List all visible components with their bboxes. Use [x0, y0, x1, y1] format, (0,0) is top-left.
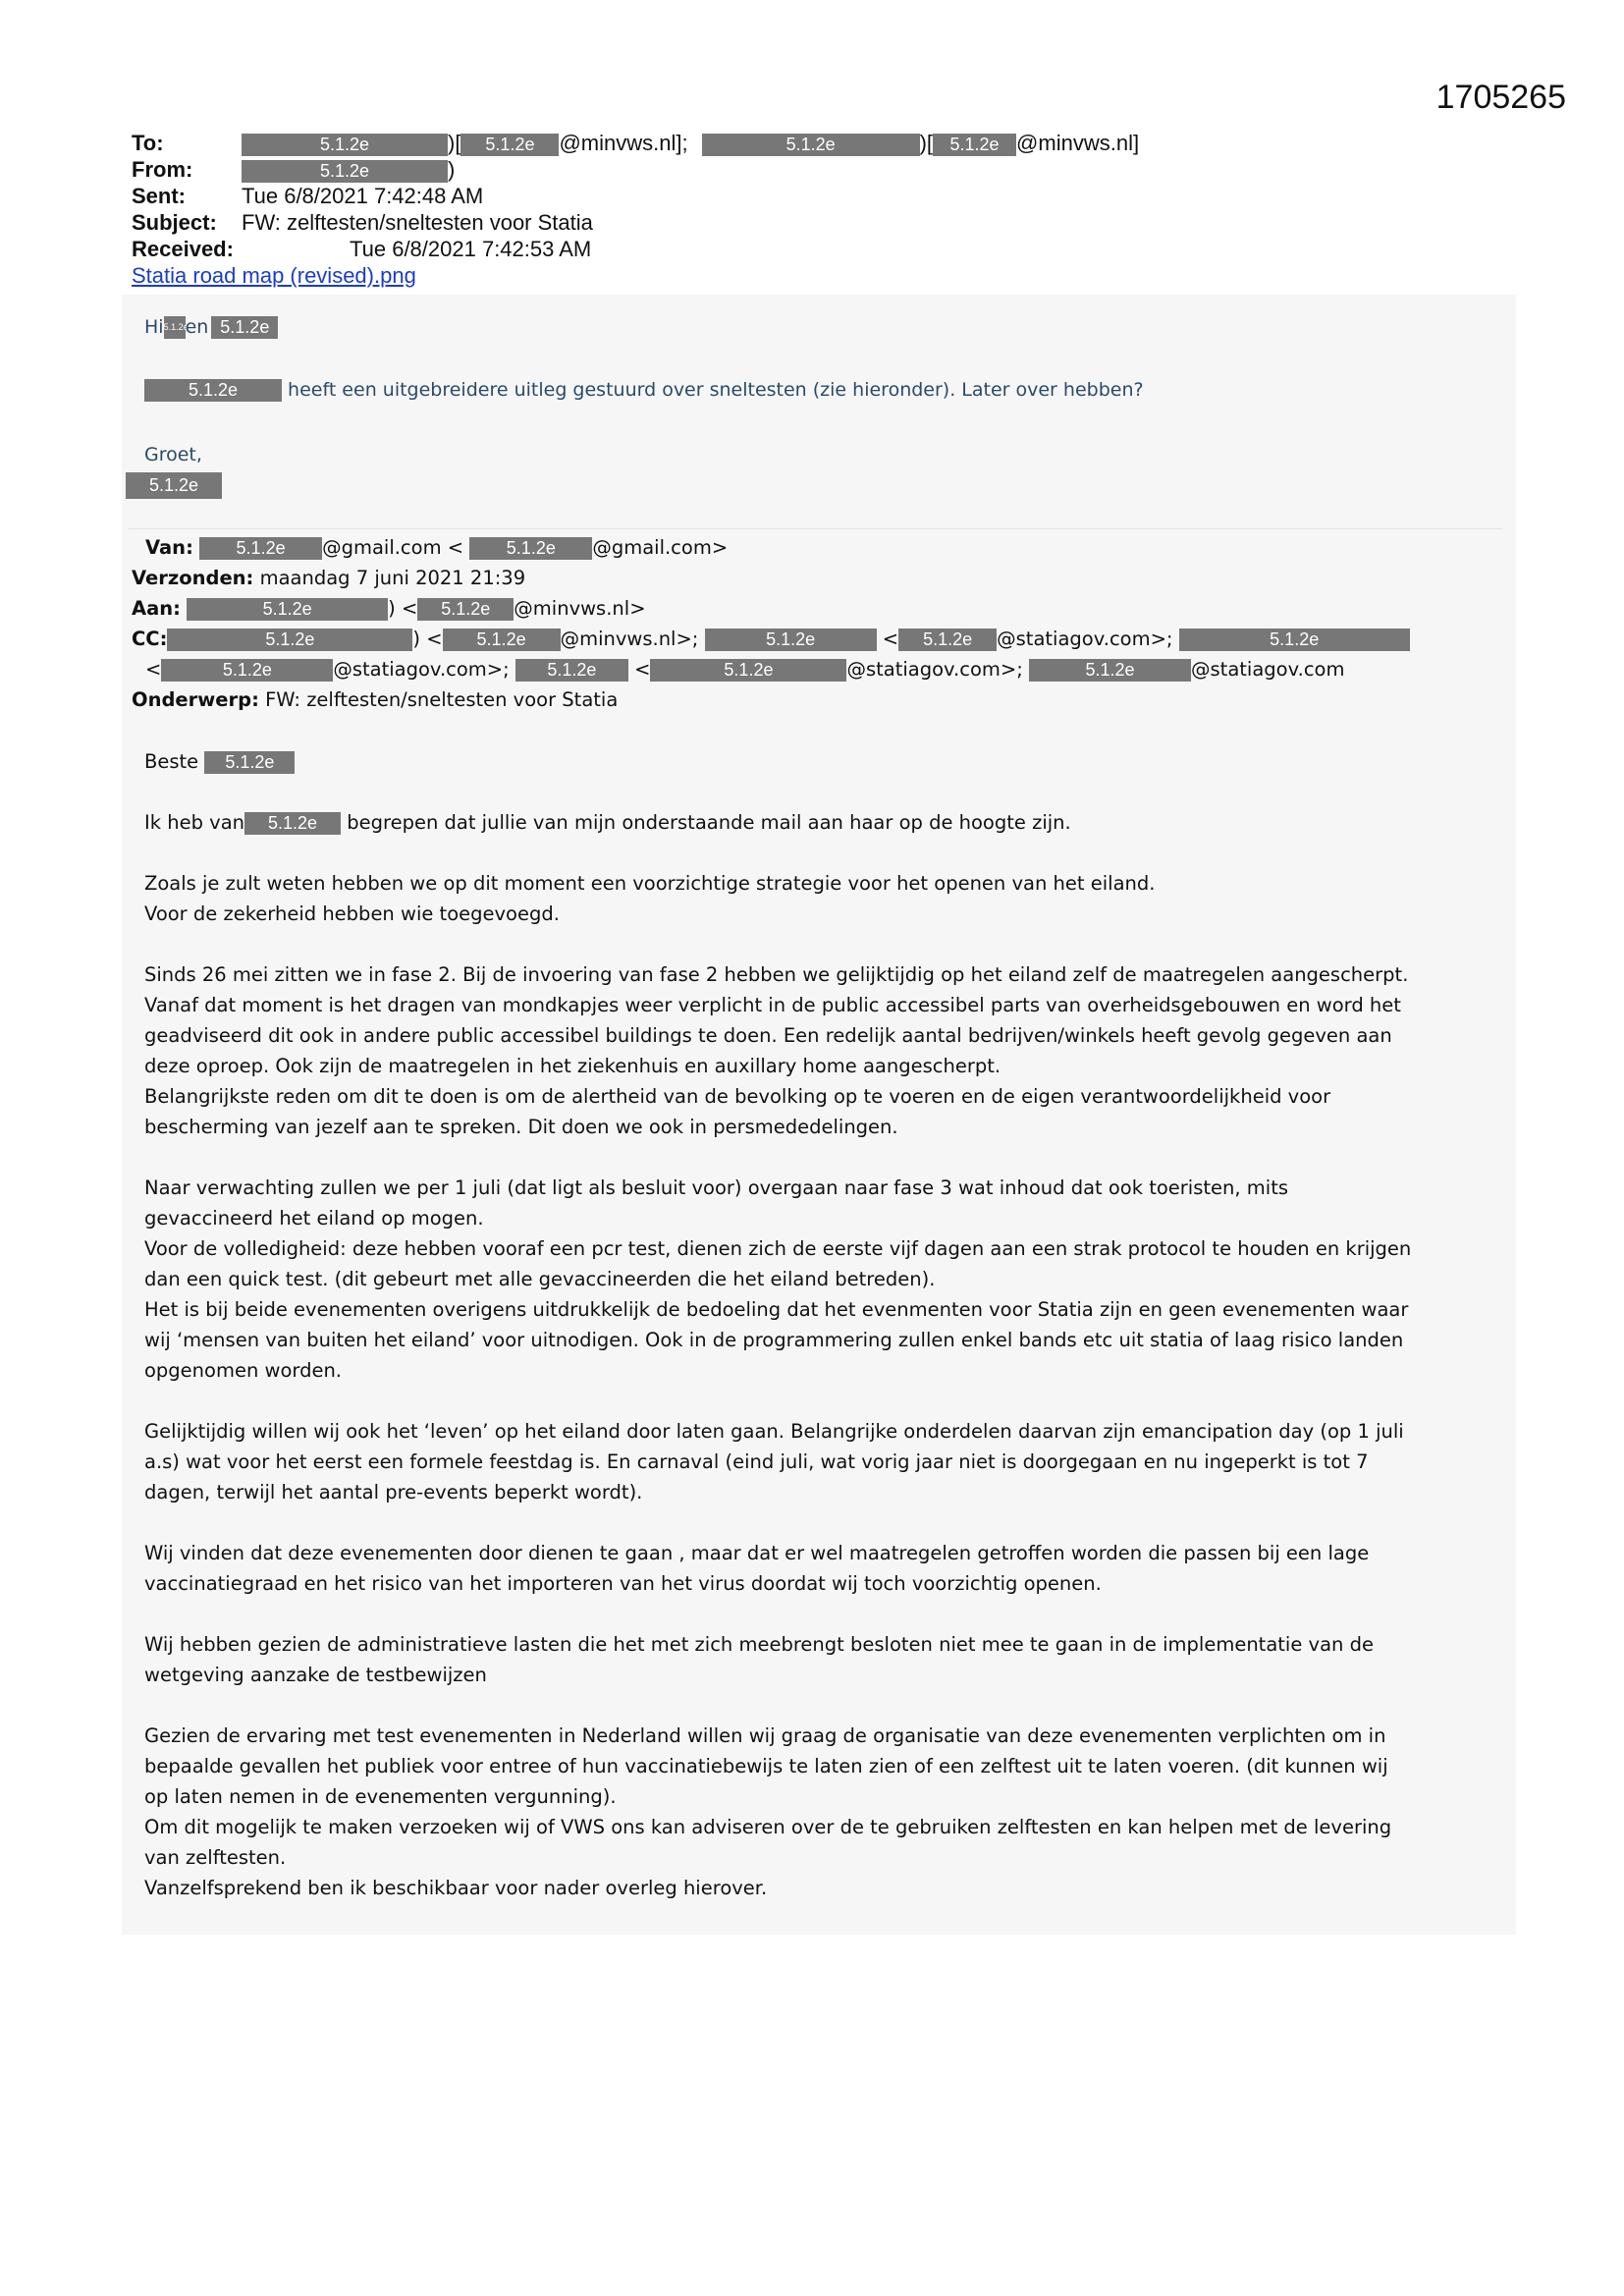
redaction: 5.1.2e — [1029, 659, 1191, 682]
redaction: 5.1.2e — [898, 629, 997, 651]
p5-line: Gelijktijdig willen wij ook het ‘leven’ op het eiland door laten gaan. Belangrijke onderdelen daarvan zijn emancipation day (op 1 juli — [144, 1420, 1404, 1443]
aan-sep: ) < — [388, 597, 418, 620]
p4-line: wij ‘mensen van buiten het eiland’ voor uitnodigen. Ook in de programmering zullen enkel bands etc uit statia of laag risico landen — [144, 1329, 1404, 1351]
sent-value: Tue 6/8/2021 7:42:48 AM — [242, 184, 484, 208]
subject-value: FW: zelftesten/sneltesten voor Statia — [242, 210, 593, 235]
p3-line: bescherming van jezelf aan te spreken. Dit doen we ook in persmededelingen. — [144, 1116, 898, 1138]
paragraph-6 — [144, 1538, 1499, 1599]
cc-row — [132, 624, 1410, 654]
paragraph-8 — [144, 1721, 1499, 1903]
redaction: 5.1.2e — [167, 629, 412, 651]
redaction: 5.1.2e — [204, 751, 295, 774]
received-value: Tue 6/8/2021 7:42:53 AM — [350, 237, 592, 261]
to-domain: @minvws.nl]; — [559, 131, 688, 155]
sent-row — [132, 183, 1139, 209]
from-row — [132, 156, 1139, 183]
cc-domain: @statiagov.com>; — [997, 628, 1173, 650]
to-label: To: — [132, 131, 164, 155]
cc-domain: @statiagov.com — [1191, 658, 1345, 681]
verzonden-label: Verzonden: — [132, 567, 254, 589]
p8-line: Om dit mogelijk te maken verzoeken wij of VWS ons kan adviseren over de te gebruiken zelftesten en kan helpen met de levering — [144, 1816, 1392, 1838]
to-domain: @minvws.nl] — [1016, 131, 1140, 155]
cc-lt: < — [145, 658, 162, 681]
p6-line: Wij vinden dat deze evenementen door dienen te gaan , maar dat er wel maatregelen getroffen worden die passen bij een lage — [144, 1542, 1370, 1564]
message-body — [144, 746, 1499, 1903]
paragraph-4 — [144, 1173, 1499, 1386]
p8-line: op laten nemen in de evenementen vergunning). — [144, 1785, 617, 1808]
onderwerp-value: FW: zelftesten/sneltesten voor Statia — [265, 688, 619, 711]
redaction: 5.1.2e — [469, 537, 592, 560]
aan-row — [132, 593, 1410, 624]
paragraph-2 — [144, 868, 1499, 929]
p4-line: gevaccineerd het eiland op mogen. — [144, 1207, 484, 1230]
van-domain: @gmail.com> — [592, 536, 729, 559]
to-row — [132, 130, 1139, 156]
redaction: 5.1.2e — [443, 629, 561, 651]
p8-line: van zelftesten. — [144, 1846, 287, 1869]
redaction: 5.1.2e — [1179, 629, 1410, 651]
p8-line: Vanzelfsprekend ben ik beschikbaar voor nader overleg hierover. — [144, 1877, 768, 1899]
cc-lt: < — [882, 628, 899, 650]
received-label: Received: — [132, 237, 234, 261]
salutation-text: Beste — [144, 750, 199, 773]
cc-row-2 — [132, 654, 1410, 684]
cc-domain: @statiagov.com>; — [846, 658, 1023, 681]
redaction: 5.1.2e — [242, 134, 448, 156]
aan-label: Aan: — [132, 597, 181, 620]
van-label: Van: — [145, 536, 193, 559]
received-row — [132, 236, 1139, 262]
outer-email-header — [132, 130, 1139, 289]
redaction: 5.1.2e — [126, 472, 222, 499]
cc-domain: @minvws.nl>; — [560, 628, 699, 650]
greeting-en: en — [185, 316, 209, 338]
p4-line: dan een quick test. (dit gebeurt met alle gevaccineerden die het eiland betreden). — [144, 1268, 936, 1290]
redaction: 5.1.2e — [161, 659, 333, 682]
p8-line: bepaalde gevallen het publiek voor entree of hun vaccinatiebewijs te laten zien of een zelftest uit te laten voeren. (dit kunnen wij — [144, 1755, 1388, 1777]
redaction: 5.1.2e — [211, 316, 278, 339]
divider — [128, 528, 1502, 529]
aan-domain: @minvws.nl> — [514, 597, 646, 620]
attachment-row — [132, 262, 1139, 289]
redaction: 5.1.2e — [460, 134, 559, 156]
p3-line: Belangrijkste reden om dit te doen is om de alertheid van de bevolking op te voeren en de eigen verantwoordelijkheid voor — [144, 1085, 1331, 1108]
to-sep: )[ — [919, 131, 934, 155]
p8-line: Gezien de ervaring met test evenementen in Nederland willen wij graag de organisatie van deze evenementen verplichten om in — [144, 1724, 1386, 1747]
cc-lt: < — [634, 658, 651, 681]
redaction: 5.1.2e — [242, 160, 448, 183]
van-domain: @gmail.com < — [322, 536, 464, 559]
redaction: 5.1.2e — [515, 659, 628, 682]
onderwerp-row — [132, 684, 1410, 715]
cc-sep: ) < — [412, 628, 443, 650]
p3-line: deze oproep. Ook zijn de maatregelen in het ziekenhuis en auxillary home aangescherpt. — [144, 1055, 1001, 1077]
from-label: From: — [132, 157, 193, 182]
cc-label: CC: — [132, 628, 168, 650]
redaction: 5.1.2e — [199, 537, 322, 560]
redaction: 5.1.2e — [705, 629, 877, 651]
note-closing: Groet, — [144, 444, 202, 465]
p1-text: begrepen dat jullie van mijn onderstaande mail aan haar op de hoogte zijn. — [347, 811, 1071, 834]
forwarded-header — [132, 532, 1410, 715]
attachment-link[interactable]: Statia road map (revised).png — [132, 263, 416, 288]
p4-line: Het is bij beide evenementen overigens uitdrukkelijk de bedoeling dat het evenmenten voor Statia zijn en geen evenementen waar — [144, 1298, 1409, 1321]
verzonden-row — [132, 563, 1410, 593]
van-row — [132, 532, 1410, 563]
p4-line: Naar verwachting zullen we per 1 juli (dat ligt als besluit voor) overgaan naar fase 3 wat inhoud dat ook toeristen, mits — [144, 1176, 1289, 1199]
p3-line: geadviseerd dit ook in andere public accessibel buildings te doen. Een redelijk aantal bedrijven/winkels heeft gevolg gegeven aan — [144, 1024, 1392, 1047]
paragraph-3 — [144, 959, 1499, 1142]
subject-label: Subject: — [132, 210, 217, 235]
p3-line: Vanaf dat moment is het dragen van mondkapjes weer verplicht in de public accessibel parts van overheidsgebouwen en word het — [144, 994, 1401, 1016]
p5-line: dagen, terwijl het aantal pre-events beperkt wordt). — [144, 1481, 643, 1503]
subject-row — [132, 209, 1139, 236]
note-greeting — [144, 316, 278, 339]
p7-line: wetgeving aanzake de testbewijzen — [144, 1664, 487, 1686]
redaction: 5.1.2e — [650, 659, 846, 682]
redaction: 5.1.2e — [933, 134, 1016, 156]
onderwerp-label: Onderwerp: — [132, 688, 259, 711]
p3-line: Sinds 26 mei zitten we in fase 2. Bij de invoering van fase 2 hebben we gelijktijdig op het eiland zelf de maatregelen aangescherpt. — [144, 963, 1409, 986]
verzonden-value: maandag 7 juni 2021 21:39 — [259, 567, 526, 589]
p5-line: a.s) wat voor het eerst een formele feestdag is. En carnaval (eind juli, wat vorig jaar niet is doorgegaan en nu ingeperkt is tot 7 — [144, 1450, 1369, 1473]
redaction: 5.1.2e — [187, 598, 388, 621]
paragraph-1 — [144, 807, 1499, 838]
from-close: ) — [448, 157, 456, 182]
redaction: 5.1.2e — [164, 316, 186, 339]
sent-label: Sent: — [132, 184, 186, 208]
to-sep: )[ — [448, 131, 461, 155]
salutation — [144, 746, 1499, 777]
p1-text: Ik heb van — [144, 811, 245, 834]
p2-line: Zoals je zult weten hebben we op dit moment een voorzichtige strategie voor het openen van het eiland. — [144, 872, 1156, 895]
paragraph-5 — [144, 1416, 1499, 1507]
cc-domain: @statiagov.com>; — [333, 658, 510, 681]
note-signature — [126, 472, 222, 499]
p2-line: Voor de zekerheid hebben wie toegevoegd. — [144, 902, 560, 925]
note-line — [144, 379, 1144, 402]
p4-line: Voor de volledigheid: deze hebben vooraf een pcr test, dienen zich de eerste vijf dagen aan een strak protocol te houden en krijgen — [144, 1237, 1412, 1260]
redaction: 5.1.2e — [417, 598, 514, 621]
paragraph-7 — [144, 1629, 1499, 1690]
redaction: 5.1.2e — [702, 134, 920, 156]
p7-line: Wij hebben gezien de administratieve lasten die het met zich meebrengt besloten niet mee te gaan in de implementatie van de — [144, 1633, 1374, 1656]
document-number: 1705265 — [1435, 79, 1566, 116]
redaction: 5.1.2e — [244, 812, 341, 835]
redaction: 5.1.2e — [144, 379, 282, 402]
p4-line: opgenomen worden. — [144, 1359, 343, 1382]
p6-line: vaccinatiegraad en het risico van het importeren van het virus doordat wij toch voorzichtig openen. — [144, 1572, 1102, 1595]
greeting-hi: Hi — [144, 316, 164, 338]
note-text: heeft een uitgebreidere uitleg gestuurd over sneltesten (zie hieronder). Later over hebben? — [288, 379, 1144, 401]
